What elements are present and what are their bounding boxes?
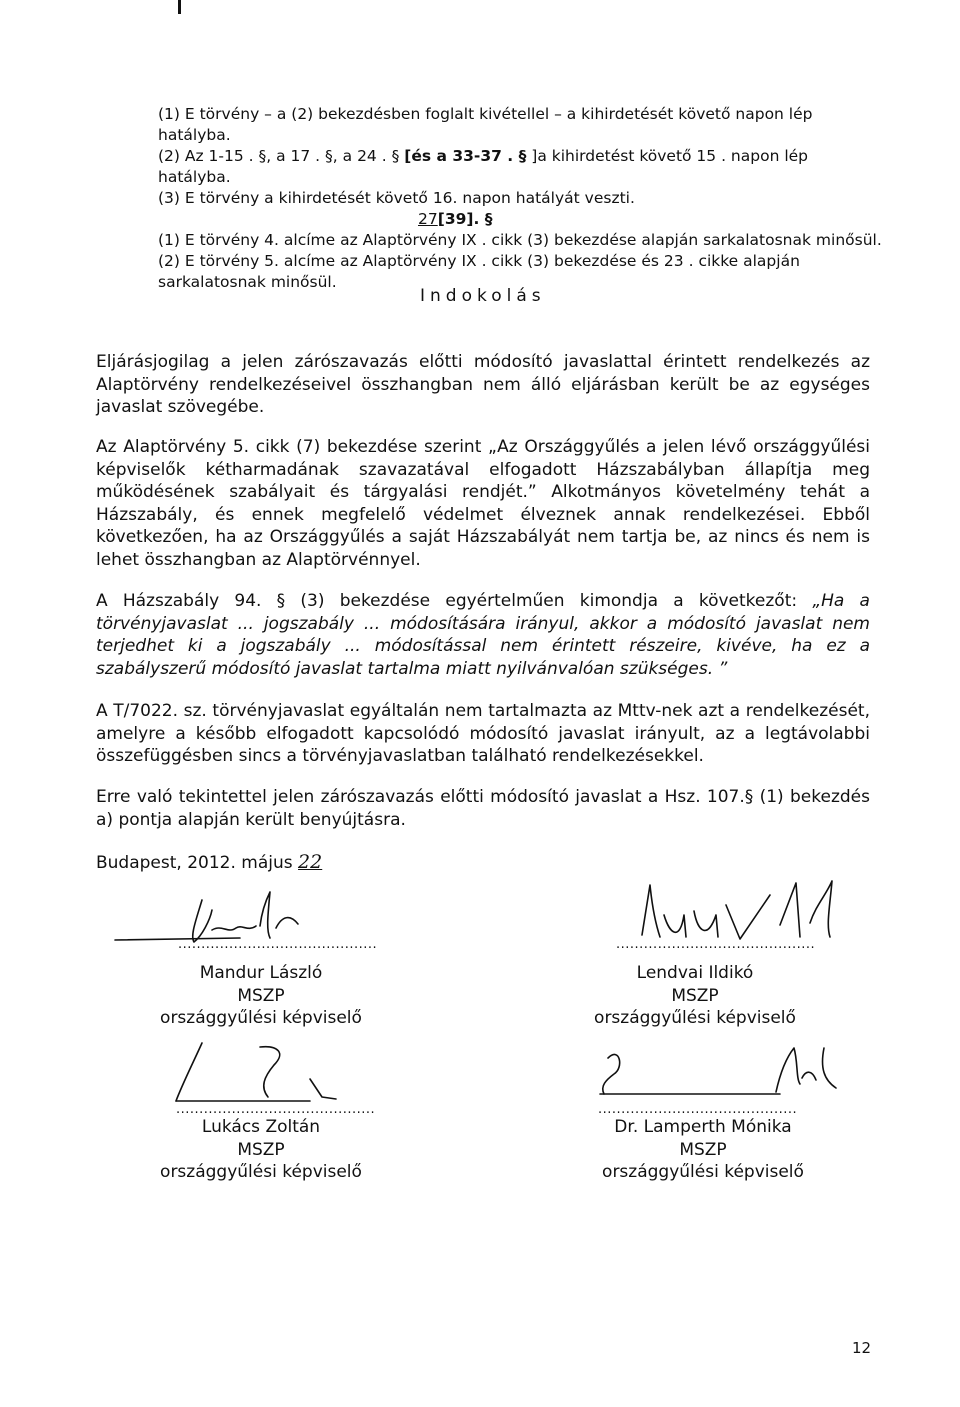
signatory-2-name: Lendvai Ildikó <box>636 963 754 983</box>
place-date-text: Budapest, 2012. május <box>96 853 299 873</box>
signatory-1-role: országgyűlési képviselő <box>160 1008 362 1028</box>
amendment-line-4: hatályba. <box>158 168 231 186</box>
amendment-line-8: (2) E törvény 5. alcíme az Alaptörvény IX . cikk (3) bekezdése és 23 . cikke alapján <box>158 252 800 270</box>
amendment-line-5: (3) E törvény a kihirdetését követő 16. napon hatályát veszti. <box>158 189 635 207</box>
heading-indokolas: Indokolás <box>420 286 546 306</box>
signatory-4-role: országgyűlési képviselő <box>602 1162 804 1182</box>
signatory-1-name: Mandur László <box>199 963 323 983</box>
amendment-line-9: sarkalatosnak minősül. <box>158 273 337 291</box>
section-marker <box>418 209 493 230</box>
signature-lamperth <box>580 1028 840 1108</box>
signatory-4-party: MSZP <box>679 1140 727 1160</box>
signatory-2-role: országgyűlési képviselő <box>594 1008 796 1028</box>
paragraph-1: Eljárásjogilag a jelen zárószavazás előtti módosító javaslattal érintett rendelkezés az Alaptörvény rendelkezéseivel összhangban nem álló eljárásban került be az egységes javaslat szövegébe. <box>96 352 870 417</box>
handwritten-day: 22 <box>298 851 323 873</box>
dots-1: ........................................... <box>178 937 378 952</box>
paragraph-3 <box>96 590 870 680</box>
signatory-1-party: MSZP <box>237 986 285 1006</box>
page-number: 12 <box>852 1339 872 1357</box>
section-marker-struck: 27 <box>418 210 438 228</box>
amendment-line-2: hatályba. <box>158 126 231 144</box>
signatory-2-party: MSZP <box>671 986 719 1006</box>
signatory-4-name: Dr. Lamperth Mónika <box>614 1117 792 1137</box>
amendment-line-3-a: (2) Az 1-15 . §, a 17 . §, a 24 . § <box>158 147 405 165</box>
signatory-3-name: Lukács Zoltán <box>201 1117 321 1137</box>
amendment-line-3-c: ]a kihirdetést követő 15 . napon lép <box>526 147 809 165</box>
paragraph-4: A T/7022. sz. törvényjavaslat egyáltalán nem tartalmazta az Mttv-nek azt a rendelkezését, amelyre a később elfogadott kapcsolódó módosító javaslat irányult, az a legtávolabbi összefüggésben sincs a törvényjavaslatban található rendelkezésekkel. <box>96 701 870 766</box>
paragraph-5: Erre való tekintettel jelen zárószavazás előtti módosító javaslat a Hsz. 107.§ (1) bekezdés a) pontja alapján került benyújtásra. <box>96 787 870 830</box>
dots-2: ........................................... <box>616 937 816 952</box>
dots-3: ........................................... <box>176 1102 376 1117</box>
paragraph-3-quote: „Ha a törvényjavaslat ... jogszabály ... módosítására irányul, akkor a módosító javaslat nem terjedhet ki a jogszabály ... módosítással nem érintett részeire, kivéve, ha ez a szabályszerű módosító javaslat tartalma miatt nyilvánvalóan szükséges. ” <box>96 591 870 679</box>
scan-mark <box>178 0 181 14</box>
signatory-3-role: országgyűlési képviselő <box>160 1162 362 1182</box>
amendment-line-7: (1) E törvény 4. alcíme az Alaptörvény IX . cikk (3) bekezdése alapján sarkalatosnak minősül. <box>158 231 882 249</box>
signatory-3-party: MSZP <box>237 1140 285 1160</box>
paragraph-3-plain: A Házszabály 94. § (3) bekezdése egyértelműen kimondja a következőt: <box>96 591 813 611</box>
section-marker-new: [39]. § <box>437 210 493 228</box>
dots-4: ........................................... <box>598 1102 798 1117</box>
place-date <box>96 851 322 875</box>
paragraph-2: Az Alaptörvény 5. cikk (7) bekezdése szerint „Az Országgyűlés a jelen lévő országgyűlési képviselők kétharmadának szavazatával elfogadott Házszabályban állapítja meg működésének szabályait és tárgyalási rendjét.” Alkotmányos követelmény tehát a Házszabály, és ennek megfelelő védelmet élveznek annak rendelkezései. Ebből következően, ha az Országgyűlés a saját Házszabályát nem tartja be, az nincs és nem is lehet összhangban az Alaptörvénnyel. <box>96 437 870 570</box>
amendment-line-3 <box>158 146 808 167</box>
amendment-line-1: (1) E törvény – a (2) bekezdésben foglalt kivétellel – a kihirdetését követő napon lép <box>158 105 813 123</box>
amendment-line-3-bold: [és a 33-37 . § <box>404 147 527 165</box>
